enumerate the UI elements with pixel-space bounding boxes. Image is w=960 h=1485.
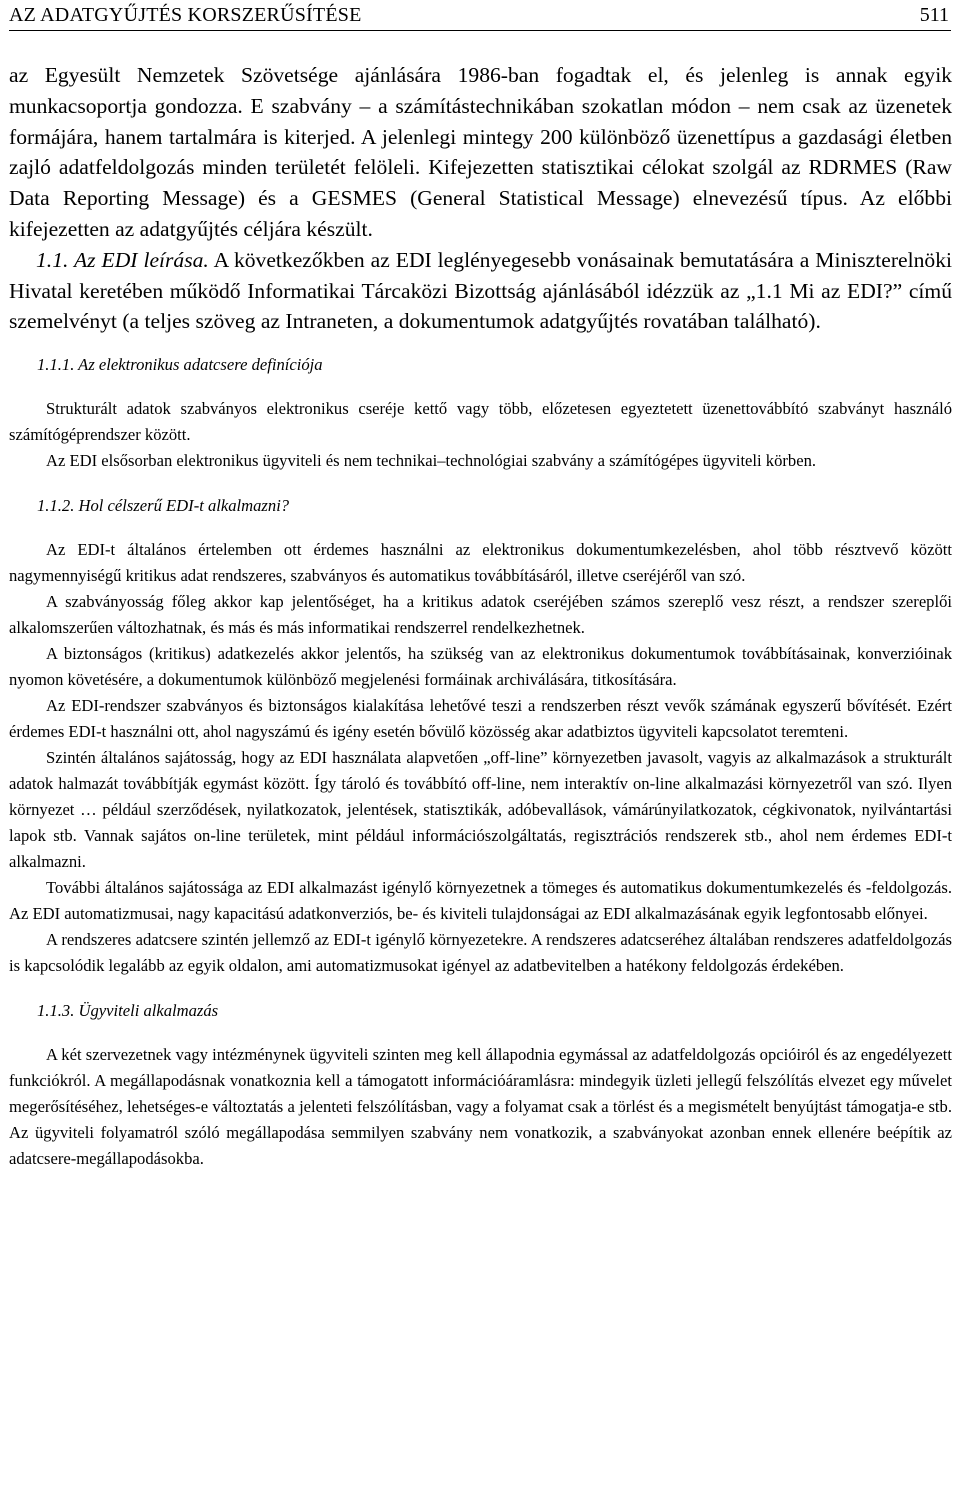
edi-description-paragraph xyxy=(9,245,952,337)
section-heading-1-1-3: 1.1.3. Ügyviteli alkalmazás xyxy=(37,1001,219,1021)
page-number: 511 xyxy=(919,4,949,26)
paragraph: Szintén általános sajátosság, hogy az EDI használata alapvetően „off-line” környezetben javasolt, vagyis az alkalmazások a strukturált adatok halmazát továbbítják egymást között. Így tároló és továbbító off-line, nem interaktív on-line alkalmazási környezetről van szó. Ilyen környezet … például szerződések, nyilatkozatok, jelentések, statisztikák, adóbevallások, vámárúnyilatkozatok, cégkivonatok, nyilvántartási lapok stb. Vannak sajátos on-line területek, mint például információszolgáltatás, regisztrációs rendszerek stb., ahol nem érdemes EDI-t alkalmazni. xyxy=(9,748,952,872)
paragraph: A rendszeres adatcsere szintén jellemző az EDI-t igénylő környezetekre. A rendszeres adatcseréhez általában rendszeres adatfeldolgozás is kapcsolódik legalább az egyik oldalon, ami automatizmusokat igényel az adatbevitelben a hatékony feldolgozás érdekében. xyxy=(9,930,952,976)
paragraph: Az EDI-rendszer szabványos és biztonságos kialakítása lehetővé teszi a rendszerben részt vevők számának egyszerű bővítését. Ezért érdemes EDI-t használni ott, ahol nagyszámú és igény esetén bővülő közösség akar adatbiztos ügyviteli kapcsolatot teremteni. xyxy=(9,696,952,742)
page-header xyxy=(9,0,951,31)
paragraph: A szabványosság főleg akkor kap jelentőséget, ha a kritikus adatok cseréjében számos szereplő vesz részt, a rendszer szereplői alkalomszerűen változhatnak, és más és más informatikai rendszerrel rendelkezhetnek. xyxy=(9,592,952,638)
edi-description-text: A következőkben az EDI leglényegesebb vonásainak bemutatására a Miniszterelnöki Hivatal keretében működő Informatikai Tárcaközi Bizottság ajánlásából idézzük az „1.1 Mi az EDI?” című szemelvényt (a teljes szöveg az Intraneten, a dokumentumok adatgyűjtés rovatában található). xyxy=(9,247,952,334)
section-heading-1-1-1: 1.1.1. Az elektronikus adatcsere definíciója xyxy=(37,355,323,375)
running-title: AZ ADATGYŰJTÉS KORSZERŰSÍTÉSE xyxy=(9,4,362,26)
paragraph: Az EDI elsősorban elektronikus ügyviteli és nem technikai–technológiai szabvány a számítógépes ügyviteli körben. xyxy=(46,451,817,471)
page-body xyxy=(9,60,952,1172)
paragraph: A két szervezetnek vagy intézménynek ügyviteli szinten meg kell állapodnia egymással az adatfeldolgozás opcióiról és az engedélyezett funkciókról. A megállapodásnak vonatkoznia kell a támogatott információáramlásra: mindegyik üzleti jellegű felszólítás elvezet egy művelet megerősítéséhez, lehetséges-e változtatás a jelenteti felszólításban, vagy a folyamat csak a törlést és a megismételt benyújtást támogatja-e stb. Az ügyviteli folyamatról szóló megállapodása semmilyen szabvány nem vonatkozik, a szabványokat azonban ennek ellenére beépítik az adatcsere-megállapodásokba. xyxy=(9,1045,952,1169)
paragraph: További általános sajátossága az EDI alkalmazást igénylő környezetnek a tömeges és automatikus dokumentumkezelés és -feldolgozás. Az EDI automatizmusai, nagy kapacitású adatkonverziós, be- és kiviteli tulajdonságai az EDI alkalmazásának egyik legfontosabb előnyei. xyxy=(9,878,952,924)
paragraph: Az EDI-t általános értelemben ott érdemes használni az elektronikus dokumentumkezelésben, ahol több résztvevő között nagymennyiségű kritikus adat rendszeres, szabványos és automatikus továbbításáról, illetve cseréjéről van szó. xyxy=(9,540,952,586)
paragraph: Strukturált adatok szabványos elektronikus cseréje kettő vagy több, előzetesen egyeztetett üzenettovábbító szabványt használó számítógéprendszer között. xyxy=(9,399,952,445)
section-inline-heading: 1.1. Az EDI leírása. xyxy=(36,247,209,272)
paragraph: A biztonságos (kritikus) adatkezelés akkor jelentős, ha szükség van az elektronikus dokumentumok továbbításainak, konverzióinak nyomon követésére, a dokumentumok különböző megjelenési formáinak archiválására, titkosítására. xyxy=(9,644,952,690)
intro-paragraph: az Egyesült Nemzetek Szövetsége ajánlására 1986-ban fogadtak el, és jelenleg is annak egyik munkacsoportja gondozza. E szabvány – a számítástechnikában szokatlan módon – nem csak az üzenetek formájára, hanem tartalmára is kiterjed. A jelenlegi mintegy 200 különböző üzenettípus a gazdasági életben zajló adatfeldolgozás minden területét felöleli. Kifejezetten statisztikai célokat szolgál az RDRMES (Raw Data Reporting Message) és a GESMES (General Statistical Message) elnevezésű típus. Az előbbi kifejezetten az adatgyűjtés céljára készült. xyxy=(9,63,952,241)
section-heading-1-1-2: 1.1.2. Hol célszerű EDI-t alkalmazni? xyxy=(37,496,290,516)
